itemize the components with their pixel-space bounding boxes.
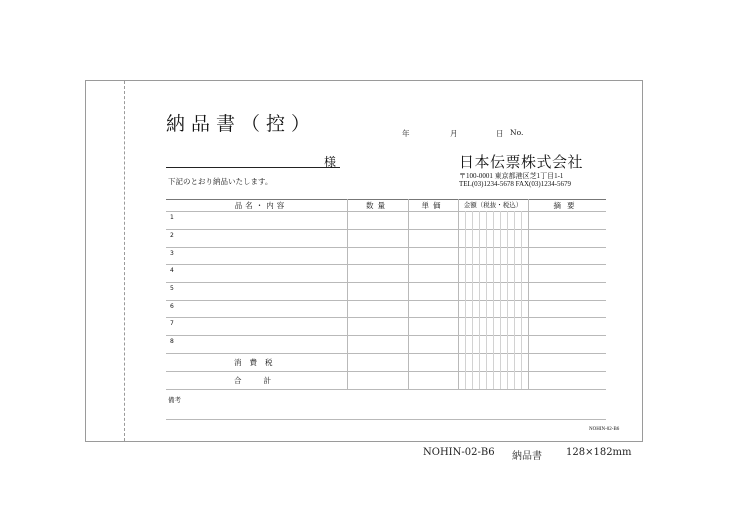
caption-name: 納品書 (512, 451, 542, 462)
tax-label: 消費税 (234, 358, 281, 367)
document-title: 納品書（控） (166, 113, 317, 135)
row-number: 4 (170, 267, 174, 274)
row-number: 3 (170, 250, 174, 257)
row-number: 8 (170, 338, 174, 345)
company-name: 日本伝票株式会社 (459, 153, 584, 171)
delivery-notice: 下記のとおり納品いたします。 (168, 177, 273, 186)
date-month-label: 月 (450, 129, 458, 138)
company-address: 〒100-0001 東京都港区芝1丁目1-1 (459, 172, 564, 180)
row-number: 2 (170, 232, 174, 239)
notes-label: 備考 (168, 396, 181, 404)
header-remarks: 摘要 (553, 201, 581, 210)
recipient-name-line (166, 167, 340, 168)
header-amount: 金額（税抜・税込） (463, 201, 523, 209)
total-label: 合計 (234, 376, 293, 385)
caption-code: NOHIN-02-B6 (423, 447, 495, 458)
row-number: 7 (170, 320, 174, 327)
delivery-slip (85, 80, 643, 442)
date-year-label: 年 (402, 129, 410, 138)
header-item: 品名・内容 (234, 201, 288, 210)
header-unit-price: 単価 (421, 201, 445, 210)
items-table (166, 199, 606, 391)
header-quantity: 数量 (366, 201, 389, 210)
caption-size: 128×182mm (566, 447, 632, 458)
slip-number-label: No. (510, 128, 524, 137)
row-number: 5 (170, 285, 174, 292)
row-number: 1 (170, 214, 174, 221)
form-code-small: NOHIN-02-B6 (589, 427, 620, 432)
company-contact: TEL(03)1234-5678 FAX(03)1234-5679 (459, 180, 572, 188)
date-day-label: 日 (496, 129, 504, 138)
recipient-suffix: 様 (324, 155, 337, 169)
row-number: 6 (170, 303, 174, 310)
perforation-line (124, 81, 125, 441)
notes-line (166, 419, 606, 420)
